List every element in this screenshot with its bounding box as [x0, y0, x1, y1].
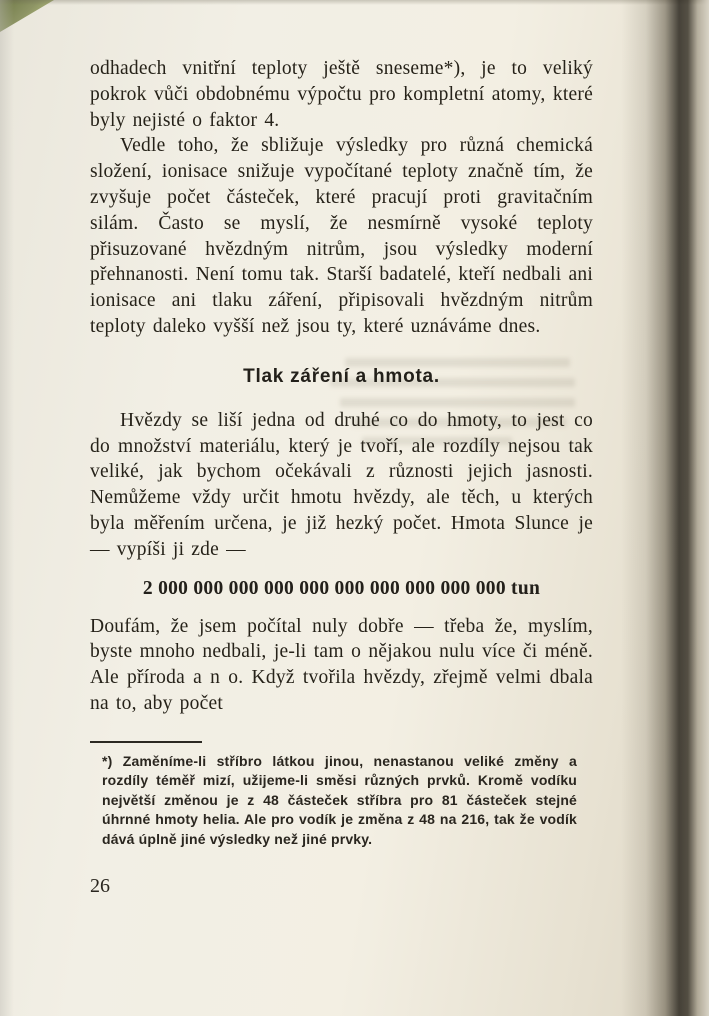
sun-mass-value: 2 000 000 000 000 000 000 000 000 000 000 tun: [142, 577, 541, 599]
footnote: [90, 741, 593, 850]
paragraph: Hvězdy se liší jedna od druhé co do hmoty, to jest co do množství materiálu, který je tvoří, ale rozdíly nejsou tak veliké, jak bychom očekávali z různosti jejich jasnosti. Nemůžeme vždy určit hmotu hvězdy, ale těch, u kterých byla měřením určena, je již hezký počet. Hmota Slunce je — vypíši ji zde —: [90, 409, 593, 560]
footnote-text: *) Zaměníme-li stříbro látkou jinou, nenastanou veliké změny a rozdíly téměř mizí, užijeme-li směsi různých prvků. Kromě vodíku největší změnou je z 48 částeček stříbra pro 81 částeček stejné úhrnné hmoty helia. Ale pro vodík je změna z 48 na 216, tak že vodík dává úplně jiné výsledky než jiné prvky.: [102, 752, 577, 847]
footnote-separator-rule: [90, 741, 202, 743]
page-number: 26: [90, 875, 110, 898]
paragraph: Vedle toho, že sbližuje výsledky pro různá chemická složení, ionisace snižuje vypočítané teploty značně tím, že zvyšuje počet částeček, které pracují proti gravitačním silám. Často se myslí, že nesmírně vysoké teploty přisuzované hvězdným nitrům, jsou výsledky moderní přehnanosti. Není tomu tak. Starší badatelé, kteří nedbali ani ionisace ani tlaku záření, připisovali hvězdným nitrům teploty daleko vyšší než jsou ty, které uznáváme dnes.: [90, 135, 593, 337]
paragraph-continued: odhadech vnitřní teploty ještě sneseme*), je to veliký pokrok vůči obdobnému výpočtu pro kompletní atomy, které byly nejisté o faktor 4.: [90, 58, 593, 131]
paragraph: Doufám, že jsem počítal nuly dobře — třeba že, myslím, byste mnoho nedbali, je-li tam o nějakou nulu více či méně. Ale příroda a n o. Když tvořila hvězdy, zřejmě velmi dbala na to, aby počet: [90, 615, 593, 714]
section-heading: Tlak záření a hmota.: [243, 365, 440, 387]
